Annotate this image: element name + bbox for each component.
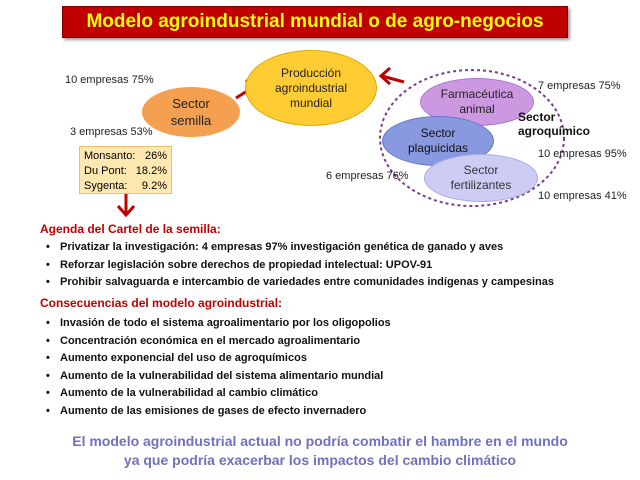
list-item — [44, 315, 391, 333]
list-item — [44, 385, 391, 403]
consecuencia-item-text: Concentración económica en el mercado agroalimentario — [60, 334, 361, 347]
agenda-heading: Agenda del Cartel de la semilla: — [40, 222, 221, 236]
semilla-3-empresas-label: 3 empresas 53% — [70, 126, 153, 138]
company-name: Monsanto: — [84, 150, 136, 162]
bullet-icon: • — [46, 241, 50, 253]
agroquimico-line-1: Sector — [518, 110, 556, 124]
page-title: Modelo agroindustrial mundial o de agro-negocios — [86, 11, 544, 32]
bullet-icon: • — [46, 387, 50, 399]
footer-line-1: El modelo agroindustrial actual no podría combatir el hambre en el mundo — [72, 433, 568, 449]
bullet-icon: • — [46, 276, 50, 288]
fertilizantes-line-1: Sector — [463, 163, 499, 177]
agenda-item-text: Privatizar la investigación: 4 empresas 97% investigación genética de ganado y aves — [60, 241, 504, 253]
list-item — [44, 368, 391, 386]
farma-7-empresas-label: 7 empresas 75% — [538, 80, 621, 92]
farmaceutica-line-1: Farmacéutica — [440, 87, 514, 101]
bullet-icon: • — [46, 352, 50, 364]
company-row — [84, 149, 167, 164]
fert-10-empresas-label: 10 empresas 41% — [538, 190, 627, 202]
agenda-item-text: Reforzar legislación sobre derechos de propiedad intelectual: UPOV-91 — [60, 258, 433, 271]
agenda-list — [44, 239, 554, 292]
consecuencia-item-text: Aumento exponencial del uso de agroquímicos — [60, 352, 307, 364]
produccion-line-1: Producción — [280, 65, 342, 80]
semilla-10-empresas-label: 10 empresas 75% — [65, 74, 154, 86]
footer-line-2: ya que podría exacerbar los impactos del cambio climático — [123, 452, 517, 468]
consecuencia-item-text: Invasión de todo el sistema agroalimentario por los oligopolios — [60, 317, 391, 329]
list-item — [44, 274, 554, 292]
company-name: Sygenta: — [84, 180, 128, 192]
produccion-node — [245, 50, 377, 126]
company-name: Du Pont: — [84, 165, 127, 177]
list-item — [44, 239, 554, 257]
consecuencia-item-text: Aumento de la vulnerabilidad del sistema alimentario mundial — [60, 369, 384, 382]
consecuencia-item-text: Aumento de las emisiones de gases de efecto invernadero — [60, 404, 367, 417]
consecuencias-heading: Consecuencias del modelo agroindustrial: — [40, 296, 283, 310]
list-item — [44, 403, 391, 421]
semilla-line-2: semilla — [170, 113, 212, 128]
company-share: 9.2% — [141, 180, 167, 192]
company-row — [84, 164, 167, 179]
company-share: 18.2% — [135, 165, 167, 177]
consecuencias-list — [44, 315, 391, 420]
plag-10-empresas-label: 10 empresas 95% — [538, 148, 627, 160]
fert-6-empresas-label: 6 empresas 76% — [326, 170, 409, 182]
company-share-table — [79, 146, 172, 194]
list-item — [44, 333, 391, 351]
plaguicidas-line-2: plaguicidas — [407, 141, 469, 155]
agroquimico-label — [518, 110, 590, 138]
footer-conclusion — [0, 432, 640, 470]
agenda-item-text: Prohibir salvaguarda e intercambio de variedades entre comunidades indígenas y campesinas — [60, 276, 554, 288]
semilla-node — [142, 87, 240, 137]
semilla-line-1: Sector — [172, 96, 210, 111]
fertilizantes-node — [424, 154, 538, 202]
bullet-icon: • — [46, 404, 50, 417]
produccion-line-2: agroindustrial — [274, 80, 348, 95]
farmaceutica-line-2: animal — [459, 102, 495, 116]
plaguicidas-line-1: Sector — [420, 126, 456, 140]
list-item — [44, 257, 554, 275]
company-share: 26% — [144, 150, 167, 162]
list-item — [44, 350, 391, 368]
consecuencia-item-text: Aumento de la vulnerabilidad al cambio climático — [60, 387, 318, 399]
company-row — [84, 179, 167, 194]
bullet-icon: • — [46, 258, 50, 271]
agroquimico-line-2: agroquímico — [518, 124, 591, 138]
bullet-icon: • — [46, 317, 50, 329]
bullet-icon: • — [46, 334, 50, 347]
produccion-line-3: mundial — [289, 95, 332, 110]
bullet-icon: • — [46, 369, 50, 382]
fertilizantes-line-2: fertilizantes — [450, 178, 512, 192]
